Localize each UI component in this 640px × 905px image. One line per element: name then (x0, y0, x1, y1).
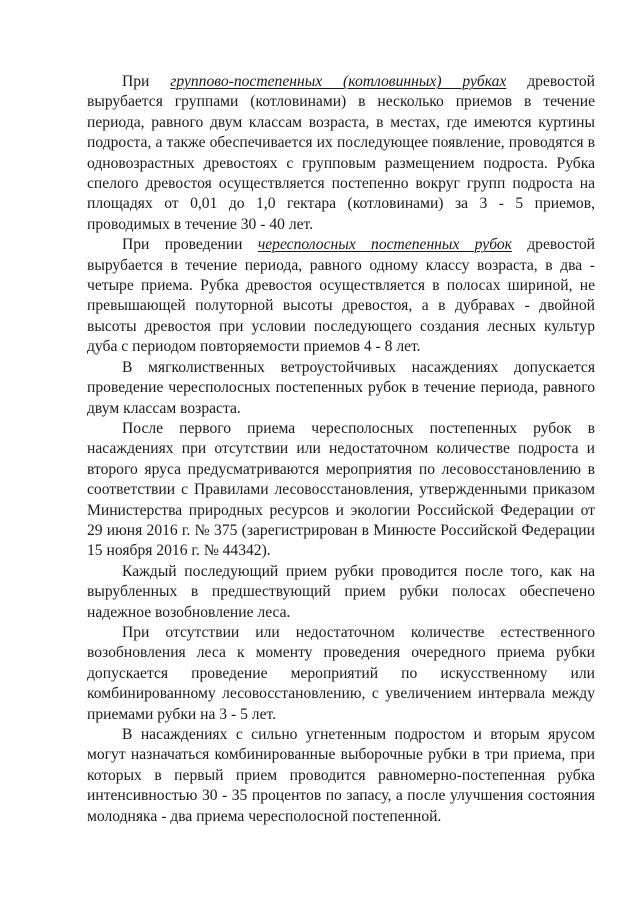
paragraph-reforestation-measures: После первого приема чересполосных постепенных рубок в насаждениях при отсутствии или недостаточном количестве подроста и второго яруса предусматриваются мероприятия по лесовосстановлению в соответствии с Правилами лесовосстановления, утвержденными приказом Министерства природных ресурсов и экологии Российской Федерации от 29 июня 2016 г. № 375 (зарегистрирован в Минюсте Российской Федерации 15 ноября 2016 г. № 44342). (87, 419, 595, 560)
term-strip-gradual-felling: чересполосных постепенных рубок (257, 236, 512, 254)
paragraph-text: При (122, 73, 171, 90)
paragraph-subsequent-cuts: Каждый последующий прием рубки проводится после того, как на вырубленных в предшествующий прием рубки полосах обеспечено надежное возобновление леса. (87, 562, 595, 621)
paragraph-combined-selective-felling: В насаждениях с сильно угнетенным подростом и вторым ярусом могут назначаться комбинированные выборочные рубки в три приема, при которых в первый прием проводится равномерно-постепенная рубка интенсивностью 30 - 35 процентов по запасу, а после улучшения состояния молодняка - два приема чересполосной постепенной. (87, 726, 595, 825)
paragraph-softwood-stands: В мягколиственных ветроустойчивых насаждениях допускается проведение чересполосных постепенных рубок в течение периода, равного двум классам возраста. (87, 358, 595, 417)
term-group-gradual-felling: группово-постепенных (котловинных) рубках (170, 73, 507, 90)
paragraph-text: древостой вырубается в течение периода, равного одному классу возраста, в два - четыре приема. Рубка древостоя осуществляется в полосах шириной, не превышающей полуторной высоты древостоя, а в дубравах - двойной высоты древостоя при условии последующего создания лесных культур дуба с периодом повторяемости приемов 4 - 8 лет. (87, 236, 595, 356)
paragraph-text: При проведении (122, 236, 258, 254)
document-body (87, 72, 595, 827)
paragraph-group-gradual-felling (87, 72, 595, 235)
paragraph-text: древостой вырубается группами (котловинами) в несколько приемов в течение периода, равного двум классам возраста, в местах, где имеются куртины подроста, а также обеспечивается их последующее появление, проводятся в одновозрастных древостоях с групповым размещением подроста. Рубка спелого древостоя осуществляется постепенно вокруг групп подроста на площадях от 0,01 до 1,0 гектара (котловинами) за 3 - 5 приемов, проводимых в течение 30 - 40 лет. (87, 73, 595, 233)
paragraph-insufficient-regeneration: При отсутствии или недостаточном количестве естественного возобновления леса к моменту проведения очередного приема рубки допускается проведение мероприятий по искусственному или комбинированному лесовосстановлению, с увеличением интервала между приемами рубки на 3 - 5 лет. (87, 623, 595, 723)
paragraph-strip-gradual-felling (87, 235, 595, 357)
